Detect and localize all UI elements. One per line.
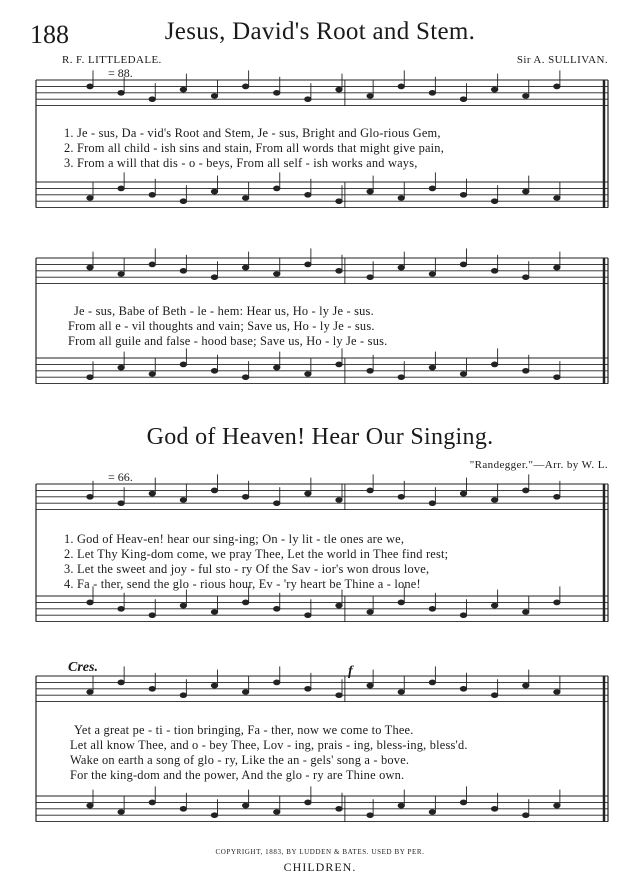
hymn1-composer: Sir A. SULLIVAN. [516, 54, 608, 66]
note-head [305, 491, 311, 496]
note-head [149, 192, 155, 197]
note-head [149, 262, 155, 267]
lyric-line: Wake on earth a song of glo - ry, Like the an - gels' song a - bove. [70, 753, 410, 767]
note-head [305, 613, 311, 618]
note-head [274, 810, 280, 815]
note-head [523, 610, 529, 615]
note-head [554, 84, 560, 89]
lyric-line: From all guile and false - hood base; Save us, Ho - ly Je - sus. [68, 334, 388, 348]
note-head [118, 606, 124, 611]
note-head [460, 97, 466, 102]
note-head [211, 275, 217, 280]
note-head [242, 600, 248, 605]
note-head [180, 268, 186, 273]
hymn2-system2-lyrics [62, 723, 602, 783]
note-head [367, 683, 373, 688]
note-head [460, 192, 466, 197]
note-head [429, 501, 435, 506]
note-head [274, 606, 280, 611]
note-head [242, 494, 248, 499]
note-head [429, 272, 435, 277]
note-head [242, 803, 248, 808]
note-head [398, 265, 404, 270]
note-head [336, 268, 342, 273]
note-head [118, 810, 124, 815]
note-head [429, 810, 435, 815]
note-head [118, 90, 124, 95]
page-number: 188 [30, 20, 69, 49]
note-head [211, 683, 217, 688]
note-head [118, 186, 124, 191]
note-head [491, 498, 497, 503]
note-head [211, 610, 217, 615]
note-head [491, 87, 497, 92]
note-head [491, 806, 497, 811]
lyric-line: 4. Fa - ther, send the glo - rious hour, Ev - 'ry heart be Thine a - lone! [64, 577, 421, 591]
note-head [242, 196, 248, 201]
note-head [429, 90, 435, 95]
note-head [367, 94, 373, 99]
note-head [274, 365, 280, 370]
note-head [211, 368, 217, 373]
note-head [336, 362, 342, 367]
note-head [180, 498, 186, 503]
note-head [242, 84, 248, 89]
note-head [491, 199, 497, 204]
hymn1-author: R. F. LITTLEDALE. [62, 54, 162, 66]
note-head [367, 488, 373, 493]
note-head [429, 365, 435, 370]
note-head [523, 189, 529, 194]
note-head [367, 368, 373, 373]
note-head [460, 491, 466, 496]
hymn2-composer: "Randegger."—Arr. by W. L. [469, 459, 608, 471]
note-head [87, 600, 93, 605]
note-head [274, 186, 280, 191]
lyric-line: Let all know Thee, and o - bey Thee, Lov - ing, prais - ing, bless-ing, bless'd. [70, 738, 468, 752]
note-head [523, 275, 529, 280]
note-head [305, 192, 311, 197]
note-head [118, 501, 124, 506]
note-head [180, 87, 186, 92]
note-head [491, 362, 497, 367]
lyric-line: 3. Let the sweet and joy - ful sto - ry Of the Sav - ior's won drous love, [64, 562, 430, 576]
note-head [460, 262, 466, 267]
note-head [554, 803, 560, 808]
note-head [274, 501, 280, 506]
note-head [180, 199, 186, 204]
note-head [180, 362, 186, 367]
note-head [460, 613, 466, 618]
note-head [180, 603, 186, 608]
note-head [398, 375, 404, 380]
note-head [149, 800, 155, 805]
note-head [398, 803, 404, 808]
lyric-line: 1. Je - sus, Da - vid's Root and Stem, Je - sus, Bright and Glo-rious Gem, [64, 126, 441, 140]
note-head [87, 196, 93, 201]
note-head [523, 488, 529, 493]
note-head [554, 196, 560, 201]
lyric-line: Yet a great pe - ti - tion bringing, Fa - ther, now we come to Thee. [74, 723, 414, 737]
note-head [211, 94, 217, 99]
note-head [491, 693, 497, 698]
note-head [398, 690, 404, 695]
note-head [211, 189, 217, 194]
note-head [554, 600, 560, 605]
note-head [242, 375, 248, 380]
hymn2-tempo: = 66. [108, 470, 133, 484]
note-head [429, 186, 435, 191]
hymn1-system1-lyrics [62, 126, 602, 171]
note-head [305, 97, 311, 102]
note-head [305, 372, 311, 377]
note-head [149, 686, 155, 691]
note-head [242, 690, 248, 695]
note-head [367, 610, 373, 615]
note-head [523, 94, 529, 99]
note-head [398, 196, 404, 201]
note-head [336, 498, 342, 503]
dynamic-crescendo: Cres. [68, 660, 98, 675]
note-head [554, 265, 560, 270]
note-head [523, 368, 529, 373]
note-head [367, 189, 373, 194]
note-head [554, 494, 560, 499]
note-head [87, 803, 93, 808]
note-head [87, 375, 93, 380]
note-head [523, 813, 529, 818]
lyric-line: 2. From all child - ish sins and stain, From all words that might give pain, [64, 141, 445, 155]
hymn2-title: God of Heaven! Hear Our Singing. [146, 424, 494, 450]
note-head [305, 262, 311, 267]
note-head [367, 813, 373, 818]
hymn1-title: Jesus, David's Root and Stem. [164, 18, 476, 45]
note-head [211, 488, 217, 493]
note-head [87, 265, 93, 270]
note-head [149, 372, 155, 377]
note-head [305, 686, 311, 691]
note-head [118, 680, 124, 685]
note-head [180, 806, 186, 811]
note-head [429, 606, 435, 611]
note-head [491, 603, 497, 608]
note-head [429, 680, 435, 685]
lyric-line: From all e - vil thoughts and vain; Save us, Ho - ly Je - sus. [68, 319, 375, 333]
note-head [149, 97, 155, 102]
note-head [398, 494, 404, 499]
lyric-line: For the king-dom and the power, And the glo - ry are Thine own. [70, 768, 405, 782]
note-head [398, 84, 404, 89]
note-head [149, 491, 155, 496]
note-head [336, 693, 342, 698]
note-head [274, 272, 280, 277]
note-head [367, 275, 373, 280]
note-head [274, 680, 280, 685]
note-head [149, 613, 155, 618]
note-head [87, 494, 93, 499]
lyric-line: 2. Let Thy King-dom come, we pray Thee, Let the world in Thee find rest; [64, 547, 449, 561]
hymn2-system1-lyrics [62, 532, 602, 592]
note-head [274, 90, 280, 95]
note-head [305, 800, 311, 805]
note-head [242, 265, 248, 270]
dynamic-forte: f [348, 664, 353, 679]
note-head [554, 690, 560, 695]
note-head [460, 686, 466, 691]
note-head [460, 372, 466, 377]
note-head [87, 690, 93, 695]
note-head [460, 800, 466, 805]
hymn1-tempo: = 88. [108, 66, 133, 80]
note-head [398, 600, 404, 605]
note-head [336, 603, 342, 608]
note-head [118, 365, 124, 370]
note-head [211, 813, 217, 818]
hymn1-system2-lyrics [62, 304, 602, 349]
note-head [336, 199, 342, 204]
note-head [180, 693, 186, 698]
section-label: CHILDREN. [283, 860, 357, 874]
note-head [491, 268, 497, 273]
lyric-line: 3. From a will that dis - o - beys, From all self - ish works and ways, [64, 156, 418, 170]
note-head [554, 375, 560, 380]
note-head [87, 84, 93, 89]
copyright-notice: COPYRIGHT, 1883, BY LUDDEN & BATES. USED BY PER. [215, 848, 425, 856]
note-head [523, 683, 529, 688]
note-head [336, 87, 342, 92]
lyric-line: Je - sus, Babe of Beth - le - hem: Hear us, Ho - ly Je - sus. [74, 304, 374, 318]
note-head [336, 806, 342, 811]
lyric-line: 1. God of Heav-en! hear our sing-ing; On - ly lit - tle ones are we, [64, 532, 405, 546]
note-head [118, 272, 124, 277]
